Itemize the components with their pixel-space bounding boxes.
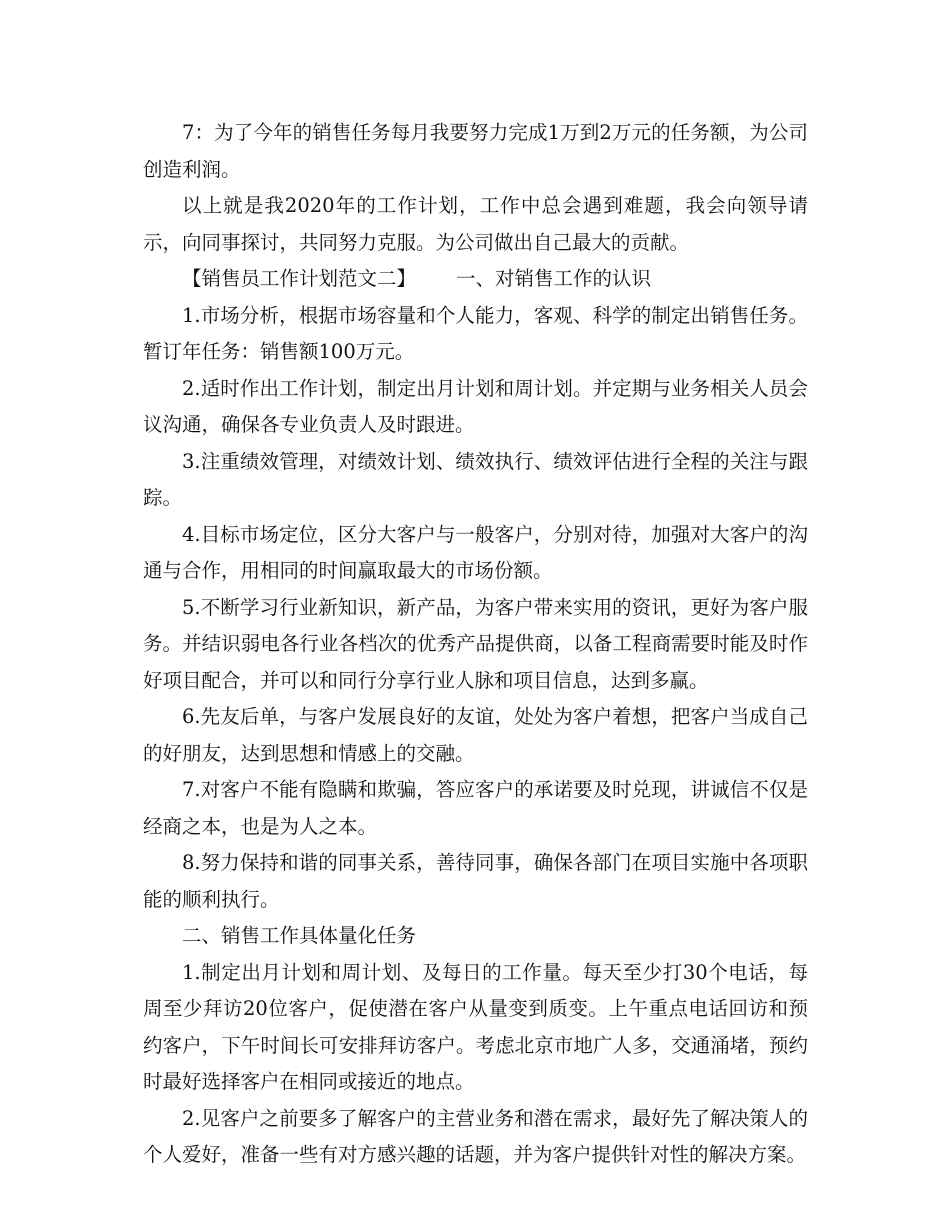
document-body [143, 115, 808, 1174]
paragraph-item-8: 8.努力保持和谐的同事关系，善待同事，确保各部门在项目实施中各项职能的顺利执行。 [143, 851, 808, 911]
section-heading-quantified-tasks: 二、销售工作具体量化任务 [182, 924, 417, 947]
paragraph-item-6: 6.先友后单，与客户发展良好的友谊，处处为客户着想，把客户当成自己的好朋友，达到思想和情感上的交融。 [143, 705, 808, 765]
paragraph-task-2: 2.见客户之前要多了解客户的主营业务和潜在需求，最好先了解决策人的个人爱好，准备一些有对方感兴趣的话题，并为客户提供针对性的解决方案。 [143, 1106, 808, 1166]
paragraph-sales-target: 7：为了今年的销售任务每月我要努力完成1万到2万元的任务额，为公司创造利润。 [143, 121, 808, 181]
section-heading-line [143, 261, 808, 298]
paragraph-item-2: 2.适时作出工作计划，制定出月计划和周计划。并定期与业务相关人员会议沟通，确保各专业负责人及时跟进。 [143, 376, 808, 436]
paragraph-item-4: 4.目标市场定位，区分大客户与一般客户，分别对待，加强对大客户的沟通与合作，用相同的时间赢取最大的市场份额。 [143, 522, 808, 582]
paragraph-item-5: 5.不断学习行业新知识，新产品，为客户带来实用的资讯，更好为客户服务。并结识弱电各行业各档次的优秀产品提供商，以备工程商需要时能及时作好项目配合，并可以和同行分享行业人脉和项目信息，达到多赢。 [143, 595, 808, 692]
paragraph-item-7: 7.对客户不能有隐瞒和欺骗，答应客户的承诺要及时兑现，讲诚信不仅是经商之本，也是为人之本。 [143, 778, 808, 838]
paragraph-item-3: 3.注重绩效管理，对绩效计划、绩效执行、绩效评估进行全程的关注与跟踪。 [143, 449, 808, 509]
paragraph-task-1: 1.制定出月计划和周计划、及每日的工作量。每天至少打30个电话，每周至少拜访20位客户，促使潜在客户从量变到质变。上午重点电话回访和预约客户，下午时间长可安排拜访客户。考虑北京市地广人多，交通涌堵，预约时最好选择客户在相同或接近的地点。 [143, 960, 808, 1093]
paragraph-summary: 以上就是我2020年的工作计划，工作中总会遇到难题，我会向领导请示，向同事探讨，共同努力克服。为公司做出自己最大的贡献。 [143, 194, 808, 254]
section-subtitle: 一、对销售工作的认识 [456, 267, 652, 290]
section-title: 【销售员工作计划范文二】 [182, 267, 417, 290]
paragraph-item-1: 1.市场分析，根据市场容量和个人能力，客观、科学的制定出销售任务。暂订年任务：销售额100万元。 [143, 303, 808, 363]
